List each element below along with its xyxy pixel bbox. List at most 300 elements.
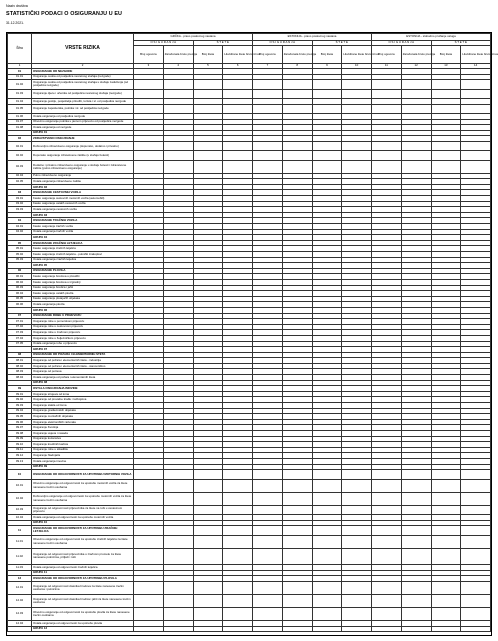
row-description: Osiguranje djece i učenika od posljedica nesretnog slučaja (nezgode) xyxy=(32,89,134,98)
value-cell[interactable] xyxy=(163,492,193,505)
value-cell[interactable] xyxy=(461,89,491,98)
value-cell[interactable] xyxy=(312,80,342,89)
sub-header-likvidirane-stete: Likvidirane štete bruto iznos xyxy=(342,46,372,64)
value-cell[interactable] xyxy=(223,626,253,632)
value-cell[interactable] xyxy=(282,160,312,173)
value-cell[interactable] xyxy=(193,594,223,607)
value-cell[interactable] xyxy=(372,581,402,594)
value-cell[interactable] xyxy=(223,581,253,594)
value-cell[interactable] xyxy=(461,535,491,548)
value-cell[interactable] xyxy=(253,479,283,492)
row-description: OSIGURANJE PLOVILA xyxy=(32,268,134,274)
value-cell[interactable] xyxy=(134,626,164,632)
row-description: Ostala osiguranja od požara i elementarnih šteta xyxy=(32,375,134,381)
value-cell[interactable] xyxy=(163,535,193,548)
row-description: GRUPA 06 xyxy=(32,307,134,313)
value-cell[interactable] xyxy=(134,535,164,548)
row-code: 04.02 xyxy=(8,229,32,235)
value-cell[interactable] xyxy=(401,607,431,620)
row-description: Osiguranje od odgovornosti prijevoznika za štete na robi u cestovnom prijevozu xyxy=(32,505,134,514)
value-cell[interactable] xyxy=(134,479,164,492)
table-row xyxy=(8,492,491,505)
row-description: Osiguranje od potresa xyxy=(32,369,134,375)
value-cell[interactable] xyxy=(163,479,193,492)
value-cell[interactable] xyxy=(253,89,283,98)
value-cell[interactable] xyxy=(223,104,253,113)
row-code: 07.02 xyxy=(8,324,32,330)
row-code: 09 xyxy=(8,386,32,392)
value-cell[interactable] xyxy=(431,141,461,150)
value-cell[interactable] xyxy=(461,626,491,632)
sub-header-likvidirane-stete: Likvidirane štete bruto iznos xyxy=(461,46,491,64)
value-cell[interactable] xyxy=(193,80,223,89)
row-code: 11.01 xyxy=(8,535,32,548)
value-cell[interactable] xyxy=(163,160,193,173)
column-header-sifra: Šifra xyxy=(8,34,32,64)
value-cell[interactable] xyxy=(223,505,253,514)
value-cell[interactable] xyxy=(431,470,461,479)
column-index: 10 xyxy=(342,64,372,69)
value-cell[interactable] xyxy=(312,626,342,632)
value-cell[interactable] xyxy=(431,594,461,607)
value-cell[interactable] xyxy=(253,626,283,632)
row-code: 02.03 xyxy=(8,160,32,173)
row-description: OSIGURANJE ROBE U PRIJEVOZU xyxy=(32,313,134,319)
value-cell[interactable] xyxy=(193,607,223,620)
value-cell[interactable] xyxy=(253,548,283,565)
sub-header-broj-steta: Broj šteta xyxy=(193,46,223,64)
column-index: 4 xyxy=(163,64,193,69)
row-code: 08.03 xyxy=(8,369,32,375)
value-cell[interactable] xyxy=(342,89,372,98)
row-code: 09.08 xyxy=(8,431,32,437)
value-cell[interactable] xyxy=(342,607,372,620)
value-cell[interactable] xyxy=(134,89,164,98)
row-code: 01.01 xyxy=(8,74,32,80)
value-cell[interactable] xyxy=(431,626,461,632)
value-cell[interactable] xyxy=(431,479,461,492)
table-row xyxy=(8,104,491,113)
value-cell[interactable] xyxy=(461,479,491,492)
value-cell[interactable] xyxy=(253,141,283,150)
value-cell[interactable] xyxy=(372,479,402,492)
value-cell[interactable] xyxy=(342,141,372,150)
row-description: Kasko osiguranje brodica i jahti xyxy=(32,285,134,291)
value-cell[interactable] xyxy=(342,548,372,565)
value-cell[interactable] xyxy=(401,479,431,492)
row-code: 12.03 xyxy=(8,607,32,620)
value-cell[interactable] xyxy=(431,104,461,113)
value-cell[interactable] xyxy=(372,80,402,89)
value-cell[interactable] xyxy=(431,581,461,594)
value-cell[interactable] xyxy=(193,548,223,565)
row-description: Osiguranje usjeva i nasada xyxy=(32,431,134,437)
value-cell[interactable] xyxy=(282,505,312,514)
value-cell[interactable] xyxy=(193,626,223,632)
value-cell[interactable] xyxy=(282,581,312,594)
value-cell[interactable] xyxy=(193,141,223,150)
value-cell[interactable] xyxy=(223,470,253,479)
value-cell[interactable] xyxy=(401,594,431,607)
value-cell[interactable] xyxy=(134,104,164,113)
value-cell[interactable] xyxy=(431,505,461,514)
value-cell[interactable] xyxy=(312,492,342,505)
value-cell[interactable] xyxy=(163,470,193,479)
value-cell[interactable] xyxy=(163,80,193,89)
row-description: Osiguranje strojeva od loma xyxy=(32,391,134,397)
row-description: Ostala osiguranja od odgovornosti za upotrebu plovila xyxy=(32,620,134,626)
value-cell[interactable] xyxy=(431,80,461,89)
row-code: 02.05 xyxy=(8,179,32,185)
value-cell[interactable] xyxy=(134,505,164,514)
row-description: OSIGURANJE OD ODGOVORNOSTI ZA UPOTREBU ZRAČNIH LETJELICA xyxy=(32,526,134,535)
value-cell[interactable] xyxy=(312,470,342,479)
row-code: 05.02 xyxy=(8,252,32,258)
row-description: Osiguranje osoba od posljedica nesretnog slučaja u slučaju zaduženja (od posljedica nezgode) xyxy=(32,80,134,89)
value-cell[interactable] xyxy=(312,548,342,565)
value-cell[interactable] xyxy=(223,492,253,505)
row-description: Kasko osiguranje ostalih plovila xyxy=(32,291,134,297)
value-cell[interactable] xyxy=(401,548,431,565)
value-cell[interactable] xyxy=(282,151,312,160)
value-cell[interactable] xyxy=(372,548,402,565)
value-cell[interactable] xyxy=(163,581,193,594)
group-header-row xyxy=(8,526,491,535)
value-cell[interactable] xyxy=(253,492,283,505)
value-cell[interactable] xyxy=(342,626,372,632)
row-code: 01.07 xyxy=(8,119,32,125)
value-cell[interactable] xyxy=(431,526,461,535)
value-cell[interactable] xyxy=(401,151,431,160)
value-cell[interactable] xyxy=(342,505,372,514)
value-cell[interactable] xyxy=(312,104,342,113)
value-cell[interactable] xyxy=(223,535,253,548)
value-cell[interactable] xyxy=(223,479,253,492)
row-description: GRUPA 02 xyxy=(32,184,134,190)
value-cell[interactable] xyxy=(401,526,431,535)
value-cell[interactable] xyxy=(342,479,372,492)
table-row xyxy=(8,160,491,173)
column-index: 14 xyxy=(461,64,491,69)
statistics-table-frame xyxy=(6,32,498,636)
value-cell[interactable] xyxy=(134,160,164,173)
value-cell[interactable] xyxy=(372,607,402,620)
row-description: Osiguranje zaposlenika, putnika i sl. od posljedica nezgode xyxy=(32,104,134,113)
table-row xyxy=(8,581,491,594)
column-index: 1 xyxy=(8,64,32,69)
value-cell[interactable] xyxy=(372,104,402,113)
value-cell[interactable] xyxy=(372,89,402,98)
osiguranja-header: O S I G U R A N J A xyxy=(253,41,313,46)
value-cell[interactable] xyxy=(223,594,253,607)
value-cell[interactable] xyxy=(223,80,253,89)
value-cell[interactable] xyxy=(342,151,372,160)
row-code: 05 xyxy=(8,240,32,246)
row-description: Osiguranje od požara i elementarnih šteta - industrija xyxy=(32,358,134,364)
sub-header-broj-ugovora: Broj ugovora xyxy=(134,46,164,64)
value-cell[interactable] xyxy=(223,151,253,160)
value-cell[interactable] xyxy=(431,160,461,173)
table-row xyxy=(8,548,491,565)
value-cell[interactable] xyxy=(163,594,193,607)
value-cell[interactable] xyxy=(282,526,312,535)
row-code: 03.01 xyxy=(8,196,32,202)
value-cell[interactable] xyxy=(342,160,372,173)
value-cell[interactable] xyxy=(193,151,223,160)
value-cell[interactable] xyxy=(282,89,312,98)
value-cell[interactable] xyxy=(342,594,372,607)
column-index: 6 xyxy=(223,64,253,69)
value-cell[interactable] xyxy=(253,581,283,594)
value-cell[interactable] xyxy=(193,492,223,505)
row-description: Ostala osiguranja od odgovornosti za upotrebu motornih vozila xyxy=(32,514,134,520)
page-title: STATISTIČKI PODACI O OSIGURANJU U EU xyxy=(6,11,123,17)
value-cell[interactable] xyxy=(342,470,372,479)
value-cell[interactable] xyxy=(193,89,223,98)
sub-header-broj-steta: Broj šteta xyxy=(312,46,342,64)
value-cell[interactable] xyxy=(134,80,164,89)
value-cell[interactable] xyxy=(193,505,223,514)
value-cell[interactable] xyxy=(134,594,164,607)
value-cell[interactable] xyxy=(372,626,402,632)
value-cell[interactable] xyxy=(163,104,193,113)
value-cell[interactable] xyxy=(372,505,402,514)
value-cell[interactable] xyxy=(223,607,253,620)
value-cell[interactable] xyxy=(193,526,223,535)
sub-header-premija: Zaračunata bruto premija xyxy=(401,46,431,64)
value-cell[interactable] xyxy=(163,141,193,150)
row-code: 05.01 xyxy=(8,246,32,252)
value-cell[interactable] xyxy=(282,104,312,113)
value-cell[interactable] xyxy=(372,141,402,150)
value-cell[interactable] xyxy=(253,526,283,535)
value-cell[interactable] xyxy=(461,581,491,594)
value-cell[interactable] xyxy=(282,594,312,607)
value-cell[interactable] xyxy=(401,535,431,548)
row-description: Osiguranje montažnih objekata xyxy=(32,414,134,420)
value-cell[interactable] xyxy=(312,526,342,535)
value-cell[interactable] xyxy=(461,594,491,607)
row-description: GRUPA 11 xyxy=(32,570,134,576)
table-row xyxy=(8,151,491,160)
row-code: 03.02 xyxy=(8,201,32,207)
value-cell[interactable] xyxy=(282,607,312,620)
value-cell[interactable] xyxy=(163,548,193,565)
value-cell[interactable] xyxy=(342,526,372,535)
column-index: 2 xyxy=(32,64,134,69)
value-cell[interactable] xyxy=(223,141,253,150)
value-cell[interactable] xyxy=(342,80,372,89)
value-cell[interactable] xyxy=(134,526,164,535)
value-cell[interactable] xyxy=(193,479,223,492)
row-code: 07.05 xyxy=(8,341,32,347)
value-cell[interactable] xyxy=(193,470,223,479)
value-cell[interactable] xyxy=(193,581,223,594)
value-cell[interactable] xyxy=(342,104,372,113)
value-cell[interactable] xyxy=(163,607,193,620)
value-cell[interactable] xyxy=(401,141,431,150)
value-cell[interactable] xyxy=(134,492,164,505)
value-cell[interactable] xyxy=(253,104,283,113)
value-cell[interactable] xyxy=(312,594,342,607)
value-cell[interactable] xyxy=(401,581,431,594)
value-cell[interactable] xyxy=(134,151,164,160)
row-description: OSIGURANJE OD ODGOVORNOSTI ZA UPOTREBU MOTORNIH VOZILA xyxy=(32,470,134,479)
value-cell[interactable] xyxy=(134,607,164,620)
row-description: Ostala osiguranja robe u prijevozu xyxy=(32,341,134,347)
value-cell[interactable] xyxy=(372,470,402,479)
value-cell[interactable] xyxy=(401,89,431,98)
value-cell[interactable] xyxy=(312,141,342,150)
row-description: Kasko osiguranje brodova u izgradnji xyxy=(32,279,134,285)
value-cell[interactable] xyxy=(461,607,491,620)
row-code: 06.04 xyxy=(8,291,32,297)
value-cell[interactable] xyxy=(401,626,431,632)
row-code: 01.02 xyxy=(8,80,32,89)
row-description: Osiguranje od odgovornosti vlasnika brodova za štete nanesene trećim osobama i putnicima xyxy=(32,581,134,594)
value-cell[interactable] xyxy=(163,89,193,98)
value-cell[interactable] xyxy=(372,535,402,548)
value-cell[interactable] xyxy=(312,160,342,173)
value-cell[interactable] xyxy=(223,548,253,565)
value-cell[interactable] xyxy=(253,535,283,548)
value-cell[interactable] xyxy=(253,607,283,620)
value-cell[interactable] xyxy=(431,89,461,98)
sub-header-broj-ugovora: Broj ugovora xyxy=(253,46,283,64)
value-cell[interactable] xyxy=(134,141,164,150)
value-cell[interactable] xyxy=(282,470,312,479)
value-cell[interactable] xyxy=(163,526,193,535)
row-description: Kasko osiguranje plutajućih objekata xyxy=(32,296,134,302)
row-description: Osiguranje robe u željezničkom prijevozu xyxy=(32,335,134,341)
value-cell[interactable] xyxy=(461,548,491,565)
value-cell[interactable] xyxy=(431,535,461,548)
column-header-vrsta: VRSTE RIZIKA xyxy=(32,34,134,64)
value-cell[interactable] xyxy=(163,505,193,514)
value-cell[interactable] xyxy=(134,470,164,479)
column-index: 3 xyxy=(134,64,164,69)
value-cell[interactable] xyxy=(342,492,372,505)
value-cell[interactable] xyxy=(401,505,431,514)
table-row xyxy=(8,594,491,607)
value-cell[interactable] xyxy=(134,581,164,594)
value-cell[interactable] xyxy=(461,160,491,173)
value-cell[interactable] xyxy=(282,479,312,492)
row-code: 07.04 xyxy=(8,335,32,341)
column-index: 8 xyxy=(282,64,312,69)
value-cell[interactable] xyxy=(282,141,312,150)
sub-header-broj-ugovora: Broj ugovora xyxy=(372,46,402,64)
value-cell[interactable] xyxy=(253,80,283,89)
value-cell[interactable] xyxy=(282,492,312,505)
value-cell[interactable] xyxy=(282,626,312,632)
value-cell[interactable] xyxy=(134,548,164,565)
value-cell[interactable] xyxy=(431,492,461,505)
value-cell[interactable] xyxy=(312,151,342,160)
value-cell[interactable] xyxy=(312,479,342,492)
value-cell[interactable] xyxy=(282,548,312,565)
value-cell[interactable] xyxy=(401,160,431,173)
value-cell[interactable] xyxy=(223,160,253,173)
value-cell[interactable] xyxy=(253,151,283,160)
value-cell[interactable] xyxy=(342,535,372,548)
value-cell[interactable] xyxy=(431,151,461,160)
value-cell[interactable] xyxy=(461,470,491,479)
value-cell[interactable] xyxy=(163,151,193,160)
value-cell[interactable] xyxy=(401,104,431,113)
row-description: Ostala osiguranja cestovnih vozila xyxy=(32,207,134,213)
value-cell[interactable] xyxy=(253,470,283,479)
value-cell[interactable] xyxy=(163,626,193,632)
value-cell[interactable] xyxy=(431,548,461,565)
row-description: Osiguranje robe u pomorskom prijevozu xyxy=(32,319,134,325)
value-cell[interactable] xyxy=(372,492,402,505)
value-cell[interactable] xyxy=(312,581,342,594)
value-cell[interactable] xyxy=(193,160,223,173)
value-cell[interactable] xyxy=(461,492,491,505)
row-code: 12.02 xyxy=(8,594,32,607)
value-cell[interactable] xyxy=(253,160,283,173)
row-description: Ostala osiguranja od posljedica nezgode xyxy=(32,113,134,119)
row-description: OSIGURANJE ZRAČNIH LETJELICA xyxy=(32,240,134,246)
value-cell[interactable] xyxy=(372,526,402,535)
value-cell[interactable] xyxy=(461,141,491,150)
value-cell[interactable] xyxy=(193,104,223,113)
value-cell[interactable] xyxy=(253,505,283,514)
value-cell[interactable] xyxy=(461,151,491,160)
value-cell[interactable] xyxy=(282,535,312,548)
row-code: 09.07 xyxy=(8,425,32,431)
statistics-table xyxy=(7,33,498,632)
value-cell[interactable] xyxy=(312,607,342,620)
row-code: 09.04 xyxy=(8,408,32,414)
value-cell[interactable] xyxy=(372,151,402,160)
value-cell[interactable] xyxy=(401,470,431,479)
value-cell[interactable] xyxy=(461,104,491,113)
row-description: GRUPA 08 xyxy=(32,380,134,386)
table-row xyxy=(8,80,491,89)
value-cell[interactable] xyxy=(401,80,431,89)
table-row xyxy=(8,505,491,514)
value-cell[interactable] xyxy=(431,607,461,620)
value-cell[interactable] xyxy=(223,89,253,98)
row-description: Osiguranje od odgovornosti vlasnika brodica i jahti za štete nanesene trećim osobama xyxy=(32,594,134,607)
value-cell[interactable] xyxy=(401,492,431,505)
value-cell[interactable] xyxy=(461,505,491,514)
row-description: OSIGURANJE OD NEZGODE xyxy=(32,69,134,75)
row-code: 01.04 xyxy=(8,98,32,104)
value-cell[interactable] xyxy=(193,535,223,548)
value-cell[interactable] xyxy=(372,160,402,173)
row-description: GRUPA 01 xyxy=(32,130,134,136)
value-cell[interactable] xyxy=(282,80,312,89)
osiguranja-header: O S I G U R A N J A xyxy=(372,41,432,46)
value-cell[interactable] xyxy=(312,505,342,514)
row-description: Osiguranje od požara i elementarnih šteta - stanovništvo xyxy=(32,363,134,369)
row-code: 10.04 xyxy=(8,514,32,520)
row-code: 01 xyxy=(8,69,32,75)
value-cell[interactable] xyxy=(342,581,372,594)
row-description: Osiguranje životinja xyxy=(32,425,134,431)
row-description: OSIGURANJE OD POŽARA I ELEMENTARNIH ŠTETA xyxy=(32,352,134,358)
value-cell[interactable] xyxy=(312,535,342,548)
value-cell[interactable] xyxy=(461,80,491,89)
value-cell[interactable] xyxy=(312,89,342,98)
value-cell[interactable] xyxy=(372,594,402,607)
value-cell[interactable] xyxy=(253,594,283,607)
value-cell[interactable] xyxy=(223,526,253,535)
value-cell[interactable] xyxy=(461,526,491,535)
